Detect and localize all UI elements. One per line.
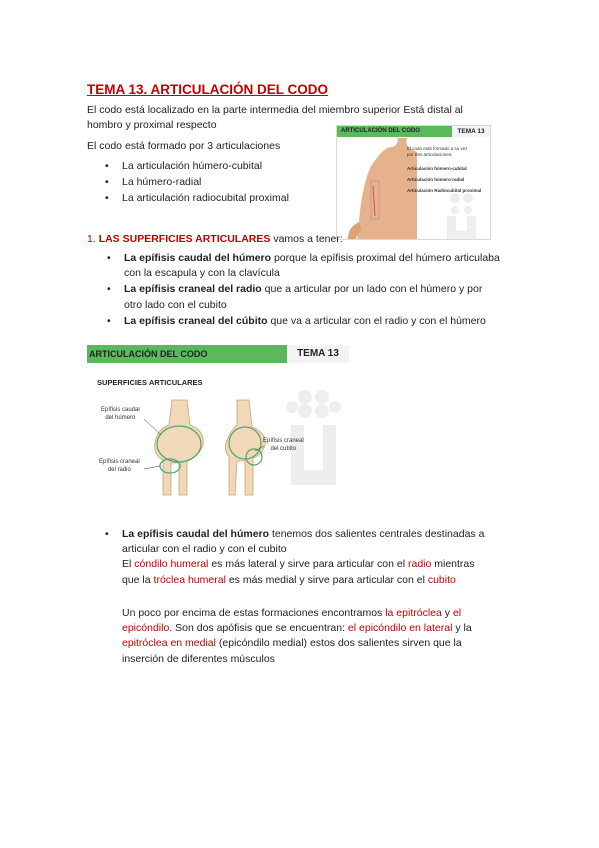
label-epifisis-radio: Epífisis craneal del radio xyxy=(99,459,140,473)
elbow-illustration xyxy=(87,345,349,501)
list-item: • La epífisis craneal del cúbito que va a articular con el radio y con el húmero xyxy=(107,314,486,327)
figure-header: ARTICULACIÓN DEL CODO TEMA 13 xyxy=(337,126,490,137)
figure-subtitle: SUPERFICIES ARTICULARES xyxy=(97,378,203,387)
section-heading: 1. LAS SUPERFICIES ARTICULARES vamos a tener: xyxy=(87,233,343,245)
list-item: • La articulación húmero-cubital xyxy=(105,160,263,172)
epitroclea-paragraph: Un poco por encima de estas formaciones encontramos la epitróclea y el epicóndilo. Son dos apófisis que se encuentran: el epicóndilo en lateral y la epitróclea en medial (epicóndilo medial) estos dos salientes sirven que la inserción de diferentes músculos xyxy=(122,607,472,665)
intro-line-1: El codo está localizado en la parte intermedia del miembro superior Está distal al xyxy=(87,104,463,116)
list-item: • La epífisis craneal del radio que a articular por un lado con el húmero y por otro lado con el cubito xyxy=(107,283,483,311)
list-item: • La epífisis caudal del húmero tenemos dos salientes centrales destinadas a articular con el radio y con el cubito El cóndilo humeral es más lateral y sirve para articular con el radio mientras que la tróclea humeral es más medial y sirve para articular con el cubito xyxy=(105,528,485,586)
intro-line-3: El codo está formado por 3 articulaciones xyxy=(87,140,281,152)
label-epifisis-humero: Epífisis caudal del húmero xyxy=(101,407,140,421)
figure-superficies-articulares xyxy=(87,345,349,501)
figure-header: ARTICULACIÓN DEL CODO TEMA 13 xyxy=(87,345,349,363)
articulaciones-list xyxy=(105,158,342,206)
detail-list xyxy=(105,527,542,588)
label-epifisis-cubito: Epífisis craneal del cubito xyxy=(263,438,304,452)
superficies-list xyxy=(107,251,524,329)
list-item: • La epífisis caudal del húmero porque la epífisis proximal del húmero articulaba con la escapula y con la clavícula xyxy=(107,252,500,280)
intro-line-2: hombro y proximal respecto xyxy=(87,119,217,132)
figure-articulacion-codo: ARTICULACIÓN DEL CODO TEMA 13 El codo está formado a su vez por tres articulaciones: Articulación húmero-cubital Articulación húmero-radial Articulación Radiocubital proximal xyxy=(336,125,491,240)
list-item: • La articulación radiocubital proximal xyxy=(105,192,289,204)
page-title: TEMA 13. ARTICULACIÓN DEL CODO xyxy=(87,82,329,97)
list-item: • La húmero-radial xyxy=(105,176,202,188)
